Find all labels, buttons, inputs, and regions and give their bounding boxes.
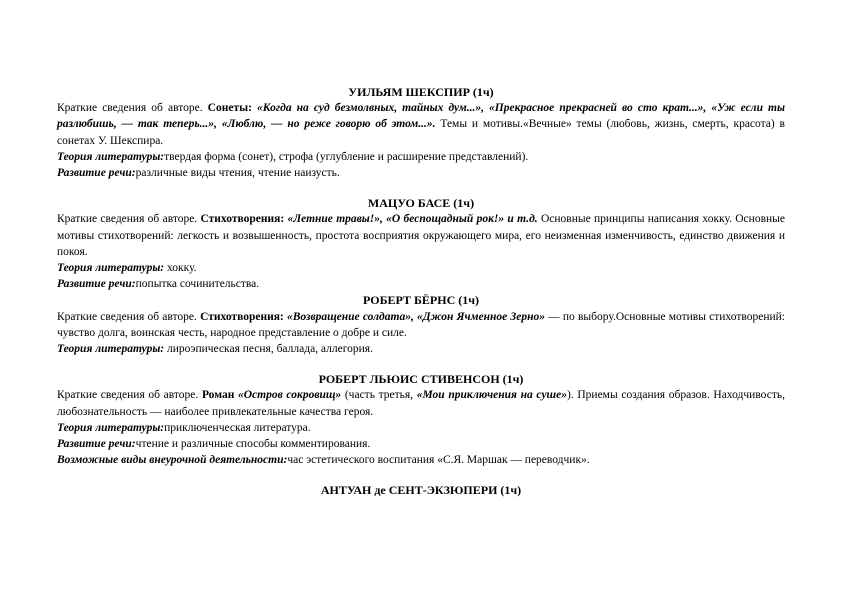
theory-text: приключенческая литература. xyxy=(164,421,311,434)
label: Стихотворения: xyxy=(200,310,287,323)
theory-text: лироэпическая песня, баллада, аллегория. xyxy=(164,343,373,356)
text: Основные принципы написания хокку. Основные мотивы стихотворений: легкость и возвышенность, простота восприятия окружающего мира, его неизменная изменчивость, единство движения и покоя. xyxy=(57,213,785,258)
section-title-burns: РОБЕРТ БЁРНС (1ч) xyxy=(362,293,480,308)
label: Сонеты: xyxy=(207,102,258,115)
label: Роман xyxy=(201,389,239,402)
stevenson-speech xyxy=(57,436,785,452)
burns-theory xyxy=(57,341,785,357)
theory-text: твердая форма (сонет), строфа (углубление и расширение представлений). xyxy=(164,150,529,163)
stevenson-extra xyxy=(57,452,785,468)
text: ). Приемы создания образов. Находчивость, любознательность — наиболее привлекательные качества героя. xyxy=(57,389,785,418)
text: Краткие сведения об авторе. xyxy=(57,213,201,226)
speech-label: Развитие речи: xyxy=(57,438,136,451)
work-part: «Мои приключения на суше» xyxy=(416,389,567,402)
theory-text: хокку. xyxy=(164,262,197,275)
section-title-basho: МАЦУО БАСЕ (1ч) xyxy=(367,196,475,211)
stevenson-paragraph xyxy=(57,387,785,419)
works-list: «Возвращение солдата», «Джон Ячменное Зерно» xyxy=(286,310,545,323)
speech-label: Развитие речи: xyxy=(57,167,136,180)
extra-label: Возможные виды внеурочной деятельности: xyxy=(57,454,288,467)
basho-theory xyxy=(57,260,785,276)
shakespeare-theory xyxy=(57,149,785,165)
section-title-shakespeare: УИЛЬЯМ ШЕКСПИР (1ч) xyxy=(348,85,494,99)
theory-label: Теория литературы: xyxy=(57,421,165,434)
stevenson-theory xyxy=(57,420,785,436)
text: Темы и мотивы.«Вечные» темы (любовь, жизнь, смерть, красота) в сонетах У. Шекспира. xyxy=(57,118,785,147)
speech-text: попытка сочинительства. xyxy=(135,278,260,291)
burns-paragraph xyxy=(57,309,785,341)
shakespeare-speech xyxy=(57,165,785,181)
document-page xyxy=(57,84,785,499)
work-title: «Остров сокровищ» xyxy=(238,389,342,402)
basho-speech xyxy=(57,276,785,292)
text: Краткие сведения об авторе. xyxy=(57,102,208,115)
works-list: «Летние травы!», «О беспощадный рок!» и т.д. xyxy=(287,213,538,226)
theory-label: Теория литературы: xyxy=(57,262,165,275)
theory-label: Теория литературы: xyxy=(57,343,165,356)
speech-label: Развитие речи: xyxy=(57,278,136,291)
basho-paragraph xyxy=(57,211,785,260)
extra-text: час эстетического воспитания «С.Я. Маршак — переводчик». xyxy=(287,454,590,467)
theory-label: Теория литературы: xyxy=(57,150,165,163)
text: (часть третья, xyxy=(341,389,417,402)
text: Краткие сведения об авторе. xyxy=(57,310,201,323)
text: Краткие сведения об авторе. xyxy=(57,389,202,402)
works-list: «Когда на суд безмолвных, тайных дум...», «Прекрасное прекрасней во сто крат...», «Уж если ты разлюбишь, — так теперь...», «Люблю, — но реже говорю об этом...». xyxy=(57,102,785,131)
shakespeare-paragraph xyxy=(57,100,785,149)
speech-text: различные виды чтения, чтение наизусть. xyxy=(135,167,340,180)
label: Стихотворения: xyxy=(200,213,288,226)
section-title-stevenson: РОБЕРТ ЛЬЮИС СТИВЕНСОН (1ч) xyxy=(318,372,524,387)
text: — по выбору.Основные мотивы стихотворений: чувство долга, воинская честь, народное представление о добре и силе. xyxy=(57,310,785,339)
section-title-exupery: АНТУАН де СЕНТ-ЭКЗЮПЕРИ (1ч) xyxy=(320,483,522,498)
speech-text: чтение и различные способы комментирования. xyxy=(135,438,371,451)
